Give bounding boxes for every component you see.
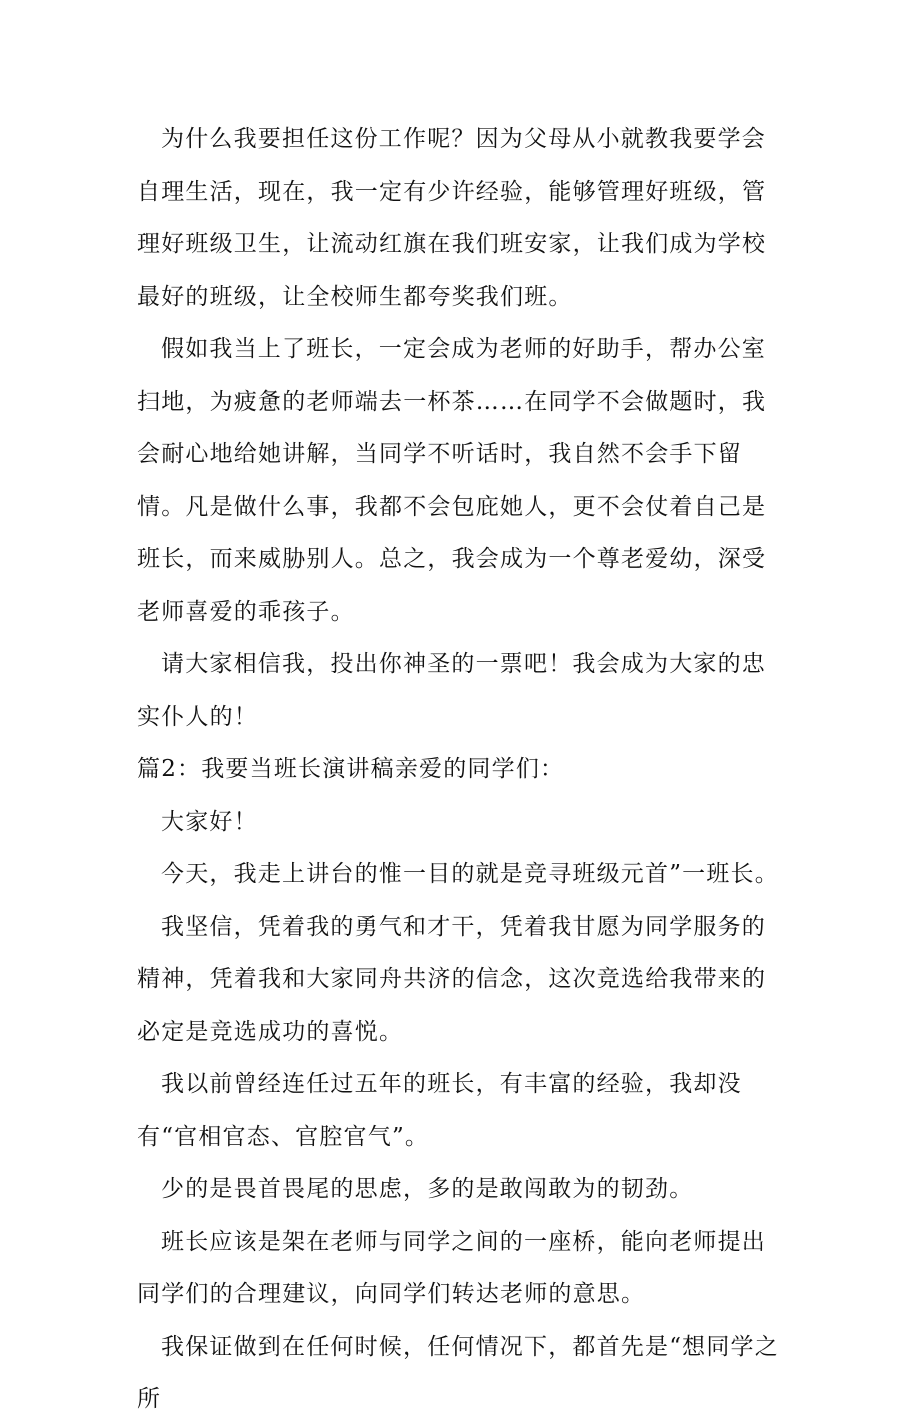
paragraph-confidence: 我坚信，凭着我的勇气和才干，凭着我甘愿为同学服务的精神，凭着我和大家同舟共济的信念，这次竞选给我带来的必定是竞选成功的喜悦。 xyxy=(137,913,767,1045)
paragraph-attitude: 少的是畏首畏尾的思虑，多的是敢闯敢为的韧劲。 xyxy=(161,1176,694,1202)
paragraph-reason: 为什么我要担任这份工作呢？因为父母从小就教我要学会自理生活，现在，我一定有少许经验，能够管理好班级，管理好班级卫生，让流动红旗在我们班安家，让我们成为学校最好的班级，让全校师生都夸奖我们班。 xyxy=(137,126,767,310)
paragraph-promise: 假如我当上了班长，一定会成为老师的好助手，帮办公室扫地，为疲惫的老师端去一杯茶……在同学不会做题时，我会耐心地给她讲解，当同学不听话时，我自然不会手下留情。凡是做什么事，我都不会包庇她人，更不会仗着自己是班长，而来威胁别人。总之，我会成为一个尊老爱幼，深受老师喜爱的乖孩子。 xyxy=(137,336,767,625)
paragraph-guarantee: 我保证做到在任何时候，任何情况下，都首先是“想同学之所 xyxy=(137,1333,779,1412)
paragraph-vote-request: 请大家相信我，投出你神圣的一票吧！我会成为大家的忠实仆人的！ xyxy=(137,651,766,730)
paragraph-purpose: 今天，我走上讲台的惟一目的就是竞寻班级元首”一班长。 xyxy=(161,861,779,887)
paragraph-experience: 我以前曾经连任过五年的班长，有丰富的经验，我却没有“官相官态、官腔官气”。 xyxy=(137,1071,742,1150)
document-body xyxy=(137,113,787,1426)
paragraph-bridge: 班长应该是架在老师与同学之间的一座桥，能向老师提出同学们的合理建议，向同学们转达老师的意思。 xyxy=(137,1228,766,1307)
paragraph-greeting: 大家好！ xyxy=(161,808,258,835)
section-heading: 篇2：我要当班长演讲稿亲爱的同学们： xyxy=(137,756,565,782)
